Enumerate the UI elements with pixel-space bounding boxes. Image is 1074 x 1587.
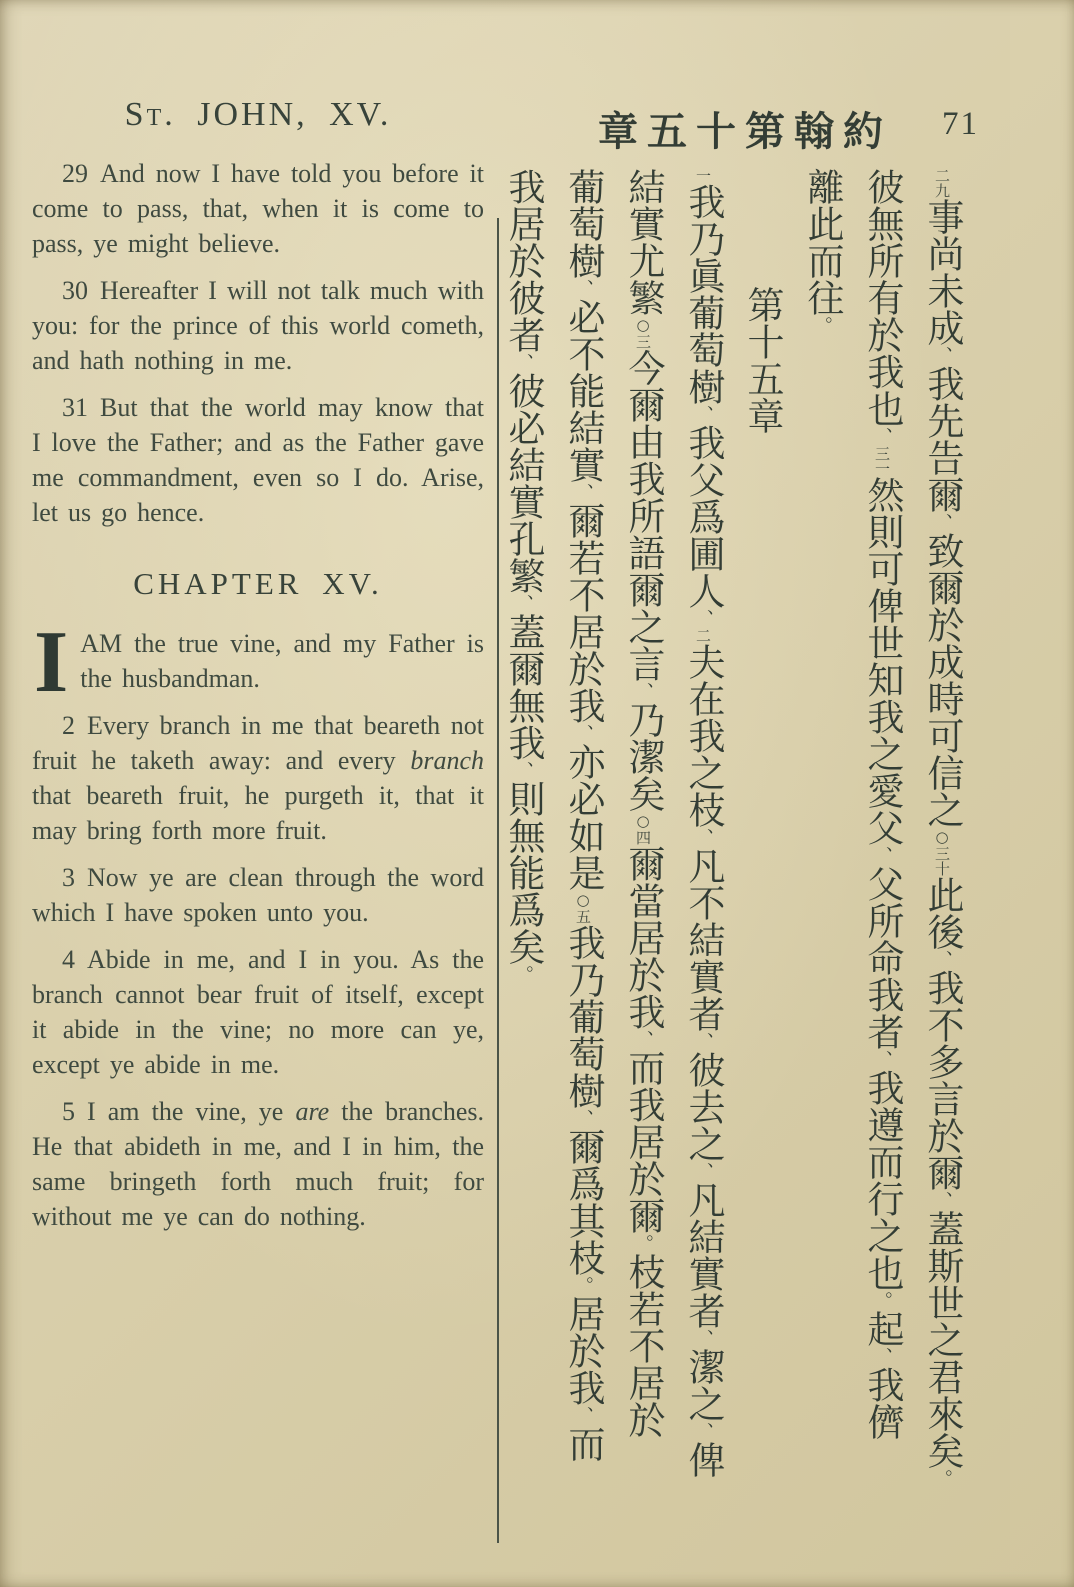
cjk-character: 告 [921,439,964,476]
cjk-character: 所 [622,497,665,534]
verse-text: Abide in me, and I in you. As the branch cannot bear fruit of itself, except it abide in the vine; no more can ye, except ye abide in me. [32,945,484,1079]
verse-number-marker: ○五 [574,891,592,924]
cjk-character: 爾 [921,1154,964,1191]
cjk-character: 萄 [562,205,605,242]
cjk-character: 我 [861,976,904,1013]
page-number: 71 [942,106,979,142]
cjk-punctuation: 、 [871,1347,893,1366]
cjk-character: 我 [861,1069,904,1106]
verse-4 [32,942,484,1082]
chinese-text-column [553,168,613,1580]
cjk-character: 矣 [921,1432,964,1469]
cjk-punctuation: 、 [931,1191,953,1210]
cjk-character: 凡 [682,1181,725,1218]
cjk-punctuation: 、 [512,353,534,372]
cjk-character: 之 [622,608,665,645]
cjk-character: 枝 [682,791,725,828]
cjk-character: 於 [921,1117,964,1154]
cjk-character: 乃 [562,961,605,998]
english-running-head: St. JOHN, XV. [124,96,392,133]
cjk-punctuation: 、 [692,405,714,424]
verse-text: AM the true vine, and my Father is the husbandman. [80,629,484,693]
cjk-character: 無 [502,687,545,724]
cjk-punctuation: 、 [692,1422,714,1441]
verse-number-marker: 一 [694,168,712,183]
cjk-character: 所 [861,242,904,279]
cjk-character: 也 [861,1254,904,1291]
cjk-character: 於 [921,606,964,643]
cjk-character: 爾 [562,1128,605,1165]
cjk-character: 言 [921,1080,964,1117]
cjk-punctuation: 、 [871,846,893,865]
cjk-character: 我 [921,969,964,1006]
cjk-punctuation: 、 [572,1109,594,1128]
cjk-character: 潔 [622,738,665,775]
cjk-character: 必 [562,780,605,817]
cjk-character: 者 [861,1013,904,1050]
cjk-character: 言 [622,645,665,682]
cjk-character: 實 [562,446,605,483]
verse-text-italic: branch [410,746,484,775]
english-column [32,96,484,1234]
cjk-character: 結 [562,409,605,446]
cjk-character: 矣 [622,775,665,812]
cjk-punctuation: 、 [692,1032,714,1051]
cjk-punctuation: 、 [692,1162,714,1181]
verse-text: Hereafter I will not talk much with you: for the prince of this world cometh, and hath nothing in me. [32,276,484,375]
cjk-character: 繁 [502,557,545,594]
cjk-character: 繁 [622,279,665,316]
verse-number: 4 [62,945,75,974]
cjk-character: 彼 [502,372,545,409]
cjk-character: 我 [502,168,545,205]
verse-number: 5 [62,1097,75,1126]
cjk-character: 俾 [861,587,904,624]
cjk-character: 離 [801,168,844,205]
cjk-character: 先 [921,402,964,439]
cjk-character: 俾 [682,1441,725,1478]
cjk-character: 無 [502,817,545,854]
cjk-character: 有 [861,279,904,316]
cjk-character: 爾 [622,571,665,608]
verse-1 [32,614,484,711]
cjk-character: 孔 [502,520,545,557]
cjk-punctuation: 、 [692,1329,714,1348]
cjk-character: 於 [622,956,665,993]
cjk-character: 必 [562,298,605,335]
cjk-punctuation: 、 [931,950,953,969]
cjk-punctuation: 、 [871,427,893,446]
verse-text: But that the world may know that I love the Father; and as the Father gave me commandment, even so I do. Arise, let us go hence. [32,393,484,527]
cjk-punctuation: 、 [692,828,714,847]
cjk-character: 彼 [502,279,545,316]
cjk-character: 能 [562,372,605,409]
verse-2 [32,708,484,848]
cjk-character: 之 [861,1217,904,1254]
cjk-punctuation: 、 [572,724,594,743]
verse-text: that beareth fruit, he purgeth it, that it may bring forth more fruit. [32,781,484,845]
cjk-character: 亦 [562,743,605,780]
cjk-character: 實 [682,958,725,995]
cjk-character: 事 [921,198,964,235]
cjk-character: 實 [682,1255,725,1292]
verse-number-marker: ○三 [634,316,652,349]
cjk-punctuation: 、 [572,1406,594,1425]
cjk-character: 信 [921,754,964,791]
cjk-character: 爾 [921,569,964,606]
cjk-punctuation: 。 [811,316,833,335]
cjk-character: 人 [682,572,725,609]
cjk-character: 後 [921,913,964,950]
cjk-character: 去 [682,1088,725,1125]
cjk-punctuation: 、 [512,594,534,613]
cjk-character: 眞 [682,257,725,294]
verse-number: 30 [62,276,88,305]
cjk-character: 十 [741,323,784,360]
cjk-character: 若 [622,1290,665,1327]
cjk-character: 樹 [682,368,725,405]
cjk-character: 此 [921,876,964,913]
cjk-character: 父 [861,865,904,902]
cjk-character: 致 [921,532,964,569]
cjk-punctuation: 、 [871,1050,893,1069]
cjk-punctuation: 、 [512,761,534,780]
cjk-character: 之 [682,754,725,791]
cjk-character: 君 [921,1358,964,1395]
cjk-character: 樹 [562,242,605,279]
cjk-character: 結 [682,1218,725,1255]
cjk-punctuation: 、 [692,609,714,628]
cjk-character: 結 [622,168,665,205]
cjk-character: 實 [502,483,545,520]
cjk-punctuation: 、 [931,513,953,532]
cjk-character: 者 [682,995,725,1032]
cjk-character: 爲 [502,891,545,928]
cjk-character: 枝 [562,1239,605,1276]
cjk-character: 實 [622,205,665,242]
cjk-character: 蓋 [921,1210,964,1247]
cjk-character: 起 [861,1310,904,1347]
chinese-text-column [852,168,912,1580]
cjk-punctuation: 。 [512,965,534,984]
cjk-character: 於 [622,1160,665,1197]
cjk-character: 斯 [921,1247,964,1284]
cjk-character: 成 [921,309,964,346]
cjk-character: 居 [562,613,605,650]
cjk-character: 則 [502,780,545,817]
cjk-character: 之 [861,735,904,772]
chinese-text-column [493,168,553,1580]
cjk-character: 之 [682,1385,725,1422]
cjk-punctuation: 。 [871,1291,893,1310]
cjk-character: 我 [622,460,665,497]
cjk-character: 不 [682,884,725,921]
chinese-text-column [673,168,733,1580]
cjk-character: 蓋 [502,613,545,650]
cjk-character: 不 [921,1006,964,1043]
cjk-character: 可 [861,550,904,587]
cjk-character: 於 [502,242,545,279]
cjk-character: 者 [502,316,545,353]
chapter-heading: CHAPTER XV. [133,566,383,601]
cjk-punctuation: 、 [632,1030,654,1049]
cjk-character: 我 [861,353,904,390]
cjk-character: 愛 [861,772,904,809]
cjk-character: 之 [682,1125,725,1162]
verse-number-marker: 二九 [933,168,951,198]
cjk-character: 我 [682,183,725,220]
cjk-character: 由 [622,423,665,460]
cjk-character: 多 [921,1043,964,1080]
cjk-character: 必 [502,409,545,446]
cjk-character: 五 [741,360,784,397]
cjk-character: 居 [622,1123,665,1160]
verse-number-marker: 二 [694,628,712,643]
cjk-character: 在 [682,680,725,717]
verse-text: Every branch in me that beareth not fruit he taketh away: and every [32,711,484,775]
cjk-character: 世 [861,624,904,661]
verse-number-marker: ○三十 [933,828,951,876]
cjk-character: 當 [622,882,665,919]
cjk-character: 居 [622,1364,665,1401]
chinese-text-column [733,168,792,1580]
verse-number: 2 [62,711,75,740]
cjk-character: 而 [861,1143,904,1180]
cjk-punctuation: 。 [632,1234,654,1253]
cjk-character: 所 [861,902,904,939]
cjk-character: 我 [502,724,545,761]
cjk-character: 父 [861,809,904,846]
cjk-character: 爾 [502,650,545,687]
verse-text-italic: are [295,1097,330,1126]
cjk-character: 語 [622,534,665,571]
cjk-character: 我 [682,424,725,461]
cjk-character: 我 [562,1369,605,1406]
cjk-character: 爲 [562,1165,605,1202]
cjk-character: 行 [861,1180,904,1217]
cjk-character: 爾 [622,845,665,882]
verse-number: 3 [62,863,75,892]
cjk-character: 圃 [682,535,725,572]
cjk-character: 命 [861,939,904,976]
dropcap-letter: I [34,614,69,711]
cjk-character: 於 [562,650,605,687]
cjk-character: 結 [502,446,545,483]
cjk-character: 我 [682,717,725,754]
chinese-text-column [792,168,852,1580]
cjk-character: 時 [921,680,964,717]
cjk-character: 萄 [562,1035,605,1072]
cjk-character: 我 [562,924,605,961]
cjk-character: 而 [562,1425,605,1462]
cjk-character: 未 [921,272,964,309]
verse-30 [32,273,484,378]
cjk-character: 我 [861,698,904,735]
verse-number-marker: 三一 [873,446,891,476]
cjk-punctuation: 。 [931,1469,953,1488]
cjk-character: 爲 [682,498,725,535]
cjk-character: 乃 [682,220,725,257]
verse-29 [32,156,484,261]
cjk-character: 葡 [682,294,725,331]
cjk-character: 於 [562,1332,605,1369]
cjk-character: 我 [622,1086,665,1123]
cjk-character: 往 [801,279,844,316]
verse-number-marker: ○四 [634,812,652,845]
cjk-character: 乃 [622,701,665,738]
cjk-character: 居 [502,205,545,242]
chinese-running-head: 章五十第翰約 [598,108,892,155]
cjk-character: 枝 [622,1253,665,1290]
cjk-character: 是 [562,854,605,891]
cjk-character: 者 [682,1292,725,1329]
cjk-character: 樹 [562,1072,605,1109]
cjk-character: 爾 [562,502,605,539]
chinese-text-column [613,168,673,1580]
cjk-character: 能 [502,854,545,891]
verse-text: And now I have told you before it come to pass, that, when it is come to pass, ye might believe. [32,159,484,258]
verse-text: Now ye are clean through the word which I have spoken unto you. [32,863,484,927]
verse-number: 31 [62,393,88,422]
cjk-punctuation: 、 [572,279,594,298]
cjk-character: 我 [622,993,665,1030]
cjk-character: 之 [921,1321,964,1358]
verse-text: I am the vine, ye [87,1097,296,1126]
cjk-character: 我 [861,1366,904,1403]
cjk-character: 萄 [682,331,725,368]
cjk-character: 知 [861,661,904,698]
cjk-punctuation: 、 [632,682,654,701]
cjk-punctuation: 。 [572,1276,594,1295]
cjk-character: 則 [861,513,904,550]
cjk-character: 彼 [682,1051,725,1088]
cjk-character: 而 [801,242,844,279]
cjk-character: 不 [562,335,605,372]
cjk-character: 無 [861,205,904,242]
cjk-character: 居 [562,1295,605,1332]
chinese-text-column [912,168,972,1580]
cjk-character: 可 [921,717,964,754]
cjk-character: 不 [562,576,605,613]
cjk-character: 爾 [921,476,964,513]
verse-3 [32,860,484,930]
cjk-character: 如 [562,817,605,854]
cjk-character: 葡 [562,998,605,1035]
cjk-character: 我 [562,687,605,724]
chinese-text-block [500,168,972,1580]
cjk-character: 成 [921,643,964,680]
cjk-character: 儕 [861,1403,904,1440]
cjk-character: 於 [622,1401,665,1438]
cjk-punctuation: 、 [572,483,594,502]
verse-5 [32,1094,484,1234]
cjk-character: 章 [741,397,784,434]
cjk-character: 不 [622,1327,665,1364]
cjk-character: 爾 [622,386,665,423]
cjk-character: 而 [622,1049,665,1086]
cjk-character: 爾 [622,1197,665,1234]
cjk-character: 夫 [682,643,725,680]
cjk-character: 居 [622,919,665,956]
cjk-character: 也 [861,390,904,427]
cjk-character: 此 [801,205,844,242]
cjk-character: 葡 [562,168,605,205]
cjk-character: 遵 [861,1106,904,1143]
cjk-character: 潔 [682,1348,725,1385]
cjk-character: 尤 [622,242,665,279]
cjk-character: 尚 [921,235,964,272]
cjk-character: 父 [682,461,725,498]
cjk-character: 凡 [682,847,725,884]
cjk-character: 今 [622,349,665,386]
cjk-character: 第 [741,286,784,323]
cjk-character: 結 [682,921,725,958]
verse-text: the branches. He that abideth in me, and I in him, the same bringeth forth much fruit; for without me ye can do nothing. [32,1097,484,1231]
cjk-character: 彼 [861,168,904,205]
cjk-character: 矣 [502,928,545,965]
cjk-punctuation: 、 [931,346,953,365]
verse-31 [32,390,484,530]
cjk-character: 之 [921,791,964,828]
cjk-character: 於 [861,316,904,353]
cjk-character: 我 [921,365,964,402]
cjk-character: 來 [921,1395,964,1432]
cjk-character: 然 [861,476,904,513]
verse-number: 29 [62,159,88,188]
cjk-character: 其 [562,1202,605,1239]
cjk-character: 世 [921,1284,964,1321]
cjk-character: 若 [562,539,605,576]
